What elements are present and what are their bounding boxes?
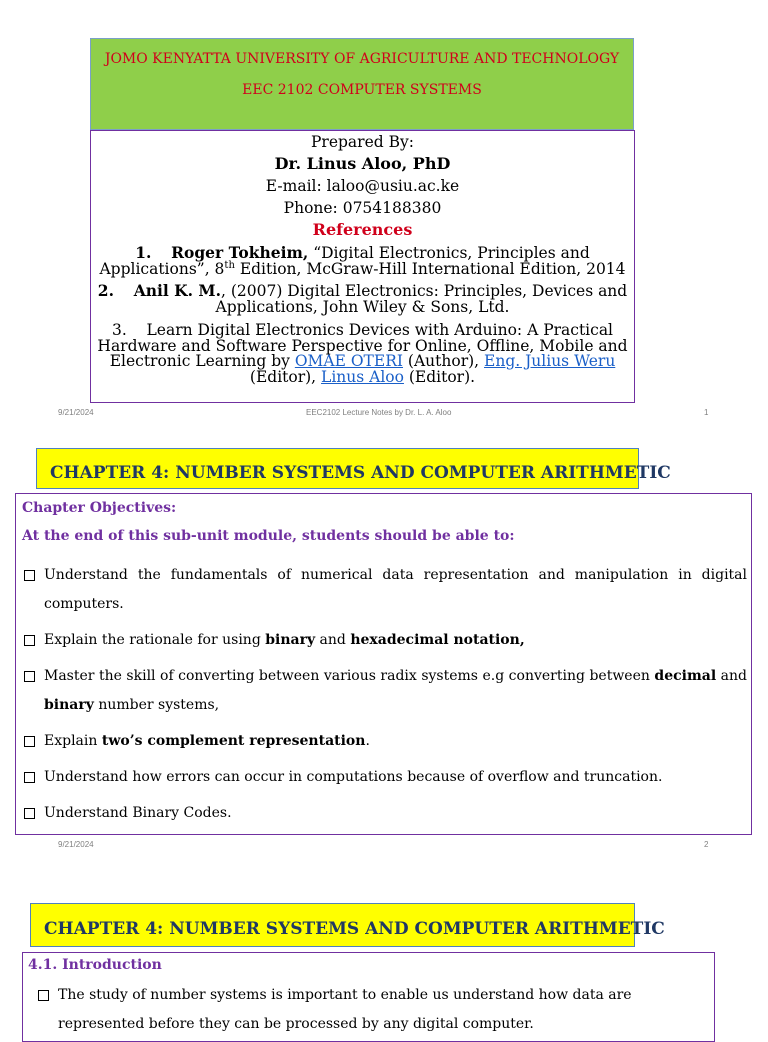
ref3-text-d: (Editor). bbox=[403, 367, 476, 386]
slide3-body bbox=[22, 952, 715, 1042]
objective-bold: binary bbox=[265, 632, 316, 648]
slide2-footer-date: 9/21/2024 bbox=[58, 840, 94, 849]
objective-bold: binary bbox=[44, 697, 94, 713]
slide2-footer-page: 2 bbox=[704, 840, 709, 849]
author-name: Dr. Linus Aloo, PhD bbox=[274, 154, 451, 173]
ref3-text-b: (Author), bbox=[403, 352, 485, 370]
checkbox-bullet-icon bbox=[38, 990, 49, 1001]
ref2-number: 2. bbox=[97, 281, 114, 300]
checkbox-bullet-icon bbox=[24, 772, 35, 783]
ref2-author: Anil K. M. bbox=[133, 281, 221, 300]
objective-bold: hexadecimal notation, bbox=[350, 632, 525, 648]
link-linus-aloo[interactable]: Linus Aloo bbox=[321, 367, 404, 386]
slide1-footer-date: 9/21/2024 bbox=[58, 408, 94, 417]
reference-2 bbox=[91, 283, 634, 315]
ref1-text-a: “Digital Electronics, Principles and Applications”, 8 bbox=[99, 244, 590, 278]
slide1-footer-page: 1 bbox=[704, 408, 709, 417]
slide1-body bbox=[90, 130, 635, 403]
author-email: E-mail: laloo@usiu.ac.ke bbox=[265, 177, 460, 195]
ref1-text-b: Edition, McGraw-Hill International Edition, 2014 bbox=[234, 259, 626, 278]
objective-bold: two’s complement representation bbox=[101, 733, 366, 749]
checkbox-bullet-icon bbox=[24, 570, 35, 581]
link-omae-oteri[interactable]: OMAE OTERI bbox=[294, 352, 403, 370]
objective-text: number systems, bbox=[93, 697, 220, 713]
references-heading: References bbox=[312, 220, 413, 239]
ref1-author: Roger Tokheim, bbox=[171, 243, 309, 262]
checkbox-bullet-icon bbox=[24, 808, 35, 819]
objective-text: Understand the fundamentals of numerical data representation and manipulation in digital computers. bbox=[44, 567, 747, 612]
objective-text: Understand Binary Codes. bbox=[44, 805, 232, 821]
intro-item bbox=[28, 981, 710, 1039]
objective-item bbox=[22, 626, 747, 655]
ref3-number: 3. bbox=[111, 321, 127, 339]
objective-item bbox=[22, 561, 747, 619]
objective-text: and bbox=[716, 668, 747, 684]
checkbox-bullet-icon bbox=[24, 635, 35, 646]
intro-text: The study of number systems is important to enable us understand how data are represented before they can be processed by any digital computer. bbox=[58, 987, 632, 1032]
objective-item bbox=[22, 799, 747, 828]
objectives-heading: Chapter Objectives: bbox=[22, 500, 177, 516]
ref3-text-c: (Editor), bbox=[249, 367, 322, 386]
objective-bold: decimal bbox=[654, 668, 717, 684]
section-heading: 4.1. Introduction bbox=[28, 957, 162, 973]
objective-item bbox=[22, 763, 747, 792]
slide2-body bbox=[15, 493, 752, 835]
ref2-text: , (2007) Digital Electronics: Principles, Devices and Applications, John Wiley & Sons, Ltd. bbox=[215, 282, 628, 316]
objective-text: Explain bbox=[44, 733, 102, 749]
objective-text: Explain the rationale for using bbox=[44, 632, 266, 648]
slide3-chapter-title: CHAPTER 4: NUMBER SYSTEMS AND COMPUTER ARITHMETIC bbox=[30, 903, 635, 947]
objective-text: . bbox=[365, 733, 370, 749]
objectives-lead: At the end of this sub-unit module, students should be able to: bbox=[22, 528, 515, 544]
objective-text: Understand how errors can occur in computations because of overflow and truncation. bbox=[44, 769, 663, 785]
objectives-list bbox=[22, 561, 747, 828]
objective-item bbox=[22, 662, 747, 720]
slide1-header bbox=[90, 38, 634, 130]
author-phone: Phone: 0754188380 bbox=[283, 199, 442, 217]
reference-3 bbox=[91, 323, 634, 385]
ref1-number: 1. bbox=[135, 243, 152, 262]
objective-text: Master the skill of converting between various radix systems e.g converting between bbox=[44, 668, 655, 684]
link-julius-weru[interactable]: Eng. Julius Weru bbox=[484, 352, 616, 370]
course-title: EEC 2102 COMPUTER SYSTEMS bbox=[242, 82, 482, 98]
intro-list bbox=[28, 981, 710, 1039]
university-name: JOMO KENYATTA UNIVERSITY OF AGRICULTURE AND TECHNOLOGY bbox=[104, 51, 620, 67]
reference-1 bbox=[91, 245, 634, 277]
checkbox-bullet-icon bbox=[24, 736, 35, 747]
objective-text: and bbox=[315, 632, 351, 648]
ref3-text-a: Learn Digital Electronics Devices with Arduino: A Practical Hardware and Software Perspective for Online, Offline, Mobile and Electronic Learning by bbox=[97, 321, 628, 370]
slide1-footer-center: EEC2102 Lecture Notes by Dr. L. A. Aloo bbox=[306, 408, 452, 417]
prepared-by: Prepared By: bbox=[311, 133, 414, 151]
slide2-chapter-title: CHAPTER 4: NUMBER SYSTEMS AND COMPUTER ARITHMETIC bbox=[36, 448, 639, 489]
checkbox-bullet-icon bbox=[24, 671, 35, 682]
ref1-sup: th bbox=[224, 259, 235, 271]
objective-item bbox=[22, 727, 747, 756]
